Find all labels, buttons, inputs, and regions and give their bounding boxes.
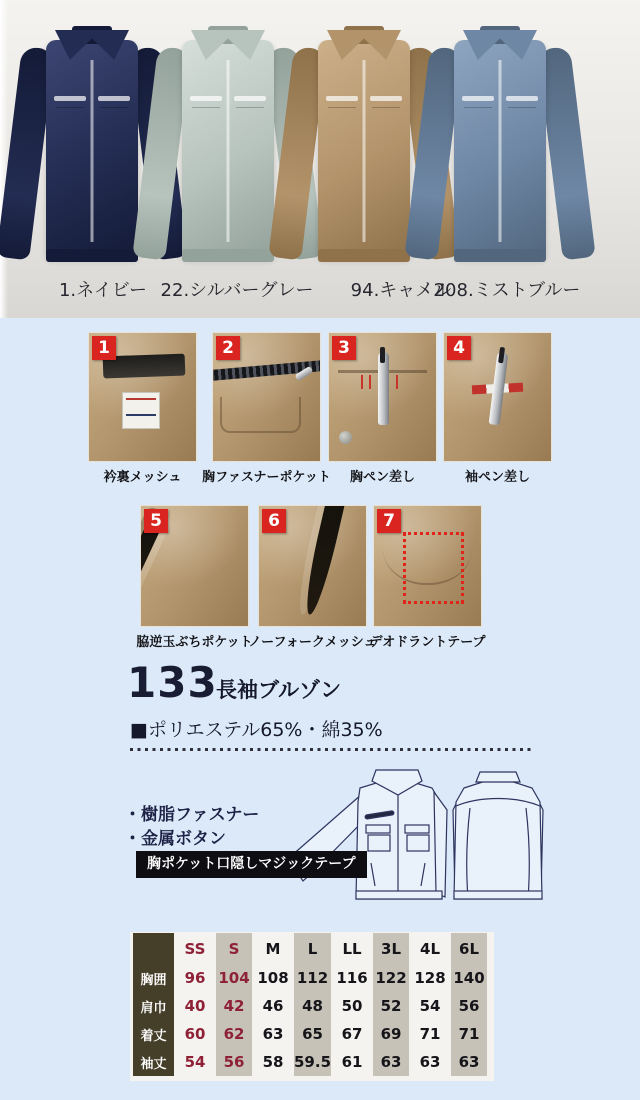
size-value-cell: 65 — [294, 1020, 331, 1048]
collar-mesh-photo — [88, 332, 197, 462]
size-value-cell: 52 — [373, 992, 409, 1020]
chest-pen-holder-photo — [328, 332, 437, 462]
jacket-pocket — [326, 96, 358, 101]
jacket-mist-blue — [430, 16, 570, 268]
measurement-row-label: 肩巾 — [133, 992, 174, 1020]
size-column-header: L — [294, 933, 331, 964]
brand-tag-graphic — [122, 392, 159, 429]
feature-card-2 — [202, 332, 331, 485]
jacket-hem — [182, 249, 274, 262]
jacket-lineart — [250, 752, 546, 914]
size-value-cell: 42 — [216, 992, 252, 1020]
size-value-cell: 58 — [262, 1053, 284, 1071]
feature-number-badge: 5 — [144, 509, 168, 533]
chest-zipper-pocket-photo — [212, 332, 321, 462]
colorway-label-silver-gray: 22.シルバーグレー — [160, 280, 314, 301]
colorway-label-navy: 1.ネイビー — [58, 280, 148, 301]
jacket-pocket — [54, 96, 86, 101]
colorway-photo-section — [0, 0, 640, 318]
jacket-pocket — [190, 96, 222, 101]
size-value-cell: 104 — [216, 964, 252, 992]
feature-caption: 胸ペン差し — [349, 470, 416, 485]
measurement-row-label: 袖丈 — [133, 1048, 174, 1076]
size-column-header: SS — [184, 939, 206, 958]
measurement-row-label: 着丈 — [133, 1020, 174, 1048]
size-column-header: M — [265, 939, 281, 958]
jacket-zipper — [499, 60, 502, 242]
product-code: 133 — [127, 658, 218, 707]
jacket-pocket — [98, 96, 130, 101]
jacket-hem — [318, 249, 410, 262]
size-value-cell: 48 — [294, 992, 331, 1020]
size-value-cell: 67 — [341, 1025, 363, 1043]
size-value-cell: 140 — [451, 964, 487, 992]
side-welt-pocket-photo — [140, 505, 249, 627]
size-value-cell: 71 — [419, 1025, 441, 1043]
size-value-cell: 54 — [184, 1053, 206, 1071]
feature-caption: 胸ファスナーポケット — [202, 470, 331, 485]
red-stitch-graphic — [361, 375, 363, 389]
size-value-cell: 108 — [257, 969, 289, 987]
size-table — [130, 933, 490, 1076]
size-column-header: 3L — [373, 933, 409, 964]
detail-metal-button: ・金属ボタン — [124, 829, 226, 849]
size-value-cell: 69 — [373, 1020, 409, 1048]
feature-number-badge: 1 — [92, 336, 116, 360]
material-composition: ■ポリエステル65%・綿35% — [130, 719, 383, 741]
size-value-cell: 63 — [373, 1048, 409, 1076]
detail-resin-fastener: ・樹脂ファスナー — [124, 805, 260, 825]
size-value-cell: 56 — [451, 992, 487, 1020]
feature-card-6 — [248, 505, 377, 650]
jacket-pocket — [462, 96, 494, 101]
feature-caption: 衿裏メッシュ — [103, 470, 182, 485]
size-value-cell: 46 — [262, 997, 284, 1015]
feature-caption: 袖ペン差し — [464, 470, 531, 485]
size-column-header: 4L — [420, 939, 441, 958]
mesh-slit-graphic — [300, 505, 344, 617]
feature-card-3 — [328, 332, 437, 485]
size-value-cell: 116 — [336, 969, 368, 987]
sleeve-pen-holder-photo — [443, 332, 552, 462]
jacket-pocket — [506, 96, 538, 101]
size-table-row — [133, 1048, 487, 1076]
size-column-header: S — [216, 933, 252, 964]
size-value-cell: 63 — [451, 1048, 487, 1076]
feature-number-badge: 6 — [262, 509, 286, 533]
jacket-zipper — [363, 60, 366, 242]
colorway-label-mist-blue: 208.ミストブルー — [433, 280, 581, 301]
size-table-row — [133, 1020, 487, 1048]
feature-card-7 — [369, 505, 486, 650]
feature-card-1 — [88, 332, 197, 485]
jacket-pocket — [234, 96, 266, 101]
feature-badge: 胸ポケット口隠しマジックテープ — [136, 851, 367, 878]
size-value-cell: 128 — [414, 969, 446, 987]
dotted-divider — [130, 748, 535, 751]
size-column-header: 6L — [451, 933, 487, 964]
pen-graphic — [378, 352, 389, 425]
size-value-cell: 96 — [184, 969, 206, 987]
norfolk-mesh-photo — [258, 505, 367, 627]
red-stitch-graphic — [369, 375, 371, 389]
feature-caption: デオドラントテープ — [369, 635, 486, 650]
size-table-corner — [133, 933, 174, 964]
size-value-cell: 40 — [184, 997, 206, 1015]
size-value-cell: 60 — [184, 1025, 206, 1043]
jacket-zipper — [227, 60, 230, 242]
size-table-row — [133, 964, 487, 992]
tape-outline-graphic — [403, 532, 464, 604]
feature-number-badge: 4 — [447, 336, 471, 360]
product-name: 長袖ブルゾン — [216, 678, 342, 702]
red-stitch-graphic — [396, 375, 398, 389]
size-table-row — [133, 992, 487, 1020]
size-value-cell: 62 — [216, 1020, 252, 1048]
feature-card-4 — [443, 332, 552, 485]
pocket-flap-graphic — [220, 397, 300, 433]
jacket-zipper — [91, 60, 94, 242]
size-value-cell: 61 — [341, 1053, 363, 1071]
feature-number-badge: 7 — [377, 509, 401, 533]
size-table-panel — [130, 932, 494, 1081]
jacket-hem — [46, 249, 138, 262]
deodorant-tape-photo — [373, 505, 482, 627]
size-value-cell: 50 — [341, 997, 363, 1015]
size-value-cell: 56 — [216, 1048, 252, 1076]
jacket-pocket — [370, 96, 402, 101]
size-value-cell: 63 — [419, 1053, 441, 1071]
size-value-cell: 63 — [262, 1025, 284, 1043]
feature-card-5 — [136, 505, 253, 650]
jacket-hem — [454, 249, 546, 262]
size-column-header: LL — [342, 939, 362, 958]
feature-caption: 脇逆玉ぶちポケット — [136, 635, 253, 650]
size-value-cell: 122 — [373, 964, 409, 992]
size-value-cell: 59.5 — [294, 1048, 331, 1076]
feature-number-badge: 2 — [216, 336, 240, 360]
size-value-cell: 112 — [294, 964, 331, 992]
feature-number-badge: 3 — [332, 336, 356, 360]
metal-button-graphic — [339, 431, 352, 444]
feature-caption: ノーフォークメッシュ — [248, 635, 377, 650]
size-value-cell: 54 — [419, 997, 441, 1015]
colorway-label-camel: 94.キャメル — [350, 280, 452, 301]
measurement-row-label: 胸囲 — [133, 964, 174, 992]
size-value-cell: 71 — [451, 1020, 487, 1048]
